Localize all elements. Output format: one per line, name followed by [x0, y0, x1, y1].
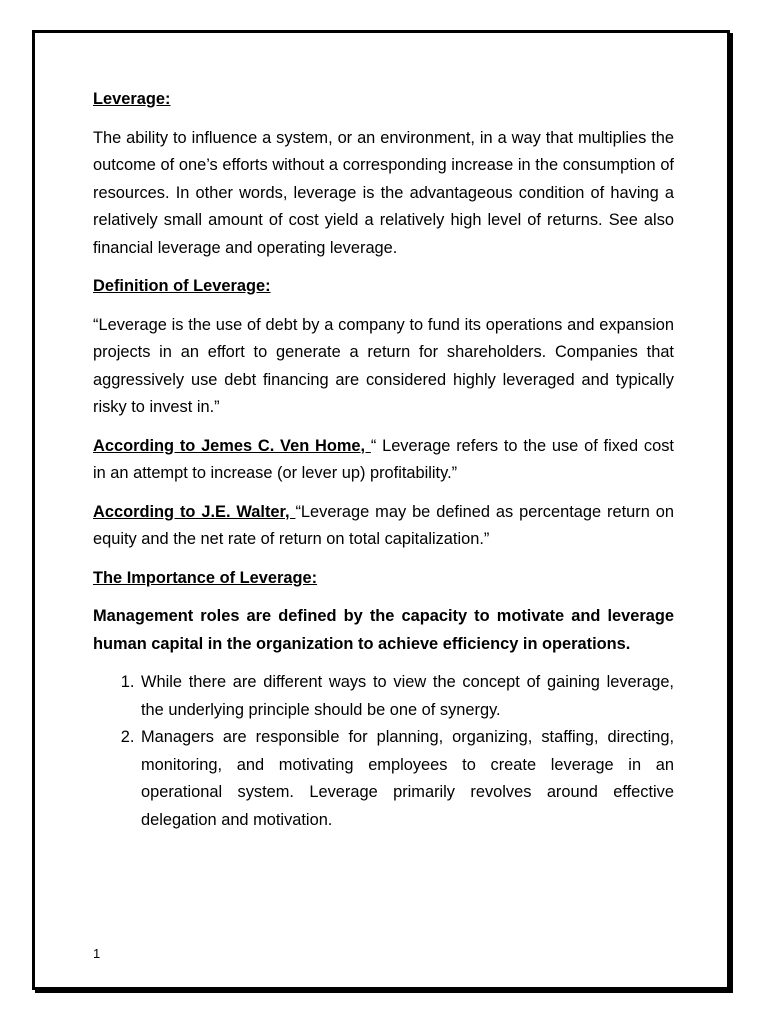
document-body: [93, 86, 674, 834]
importance-lead-paragraph: Management roles are defined by the capacity to motivate and leverage human capital in the organization to achieve efficiency in operations.: [93, 607, 674, 653]
importance-heading: The Importance of Leverage:: [93, 568, 318, 587]
home-quote-attribution: According to Jemes C. Ven Home,: [93, 436, 371, 455]
home-quote-paragraph: [93, 433, 674, 488]
importance-points-list: [93, 669, 674, 834]
walter-quote-attribution: According to J.E. Walter,: [93, 502, 296, 521]
definition-heading: Definition of Leverage:: [93, 277, 271, 295]
leverage-paragraph: The ability to influence a system, or an environment, in a way that multiplies the outcome of one’s efforts without a corresponding increase in the consumption of resources. In other words, leverage is the advantageous condition of having a relatively small amount of cost yield a relatively high level of returns. See also financial leverage and operating leverage.: [93, 128, 674, 257]
list-item: 1. While there are different ways to view the concept of gaining leverage, the underlying principle should be one of synergy.: [139, 669, 674, 724]
walter-quote-paragraph: [93, 499, 674, 554]
leverage-heading: Leverage:: [93, 90, 171, 108]
walter-quote-text: “Leverage may be defined as percentage return on equity and the net rate of return on total capitalization.”: [93, 502, 675, 548]
page-number: 1: [93, 946, 101, 961]
home-quote-text: “ Leverage refers to the use of fixed cost in an attempt to increase (or lever up) profitability.”: [93, 436, 674, 482]
list-item: 2. Managers are responsible for planning, organizing, staffing, directing, monitoring, and motivating employees to create leverage in an operational system. Leverage primarily revolves around effective delegation and motivation.: [139, 724, 674, 834]
definition-paragraph: “Leverage is the use of debt by a company to fund its operations and expansion projects in an effort to generate a return for shareholders. Companies that aggressively use debt financing are considered highly leveraged and typically risky to invest in.”: [93, 315, 674, 416]
